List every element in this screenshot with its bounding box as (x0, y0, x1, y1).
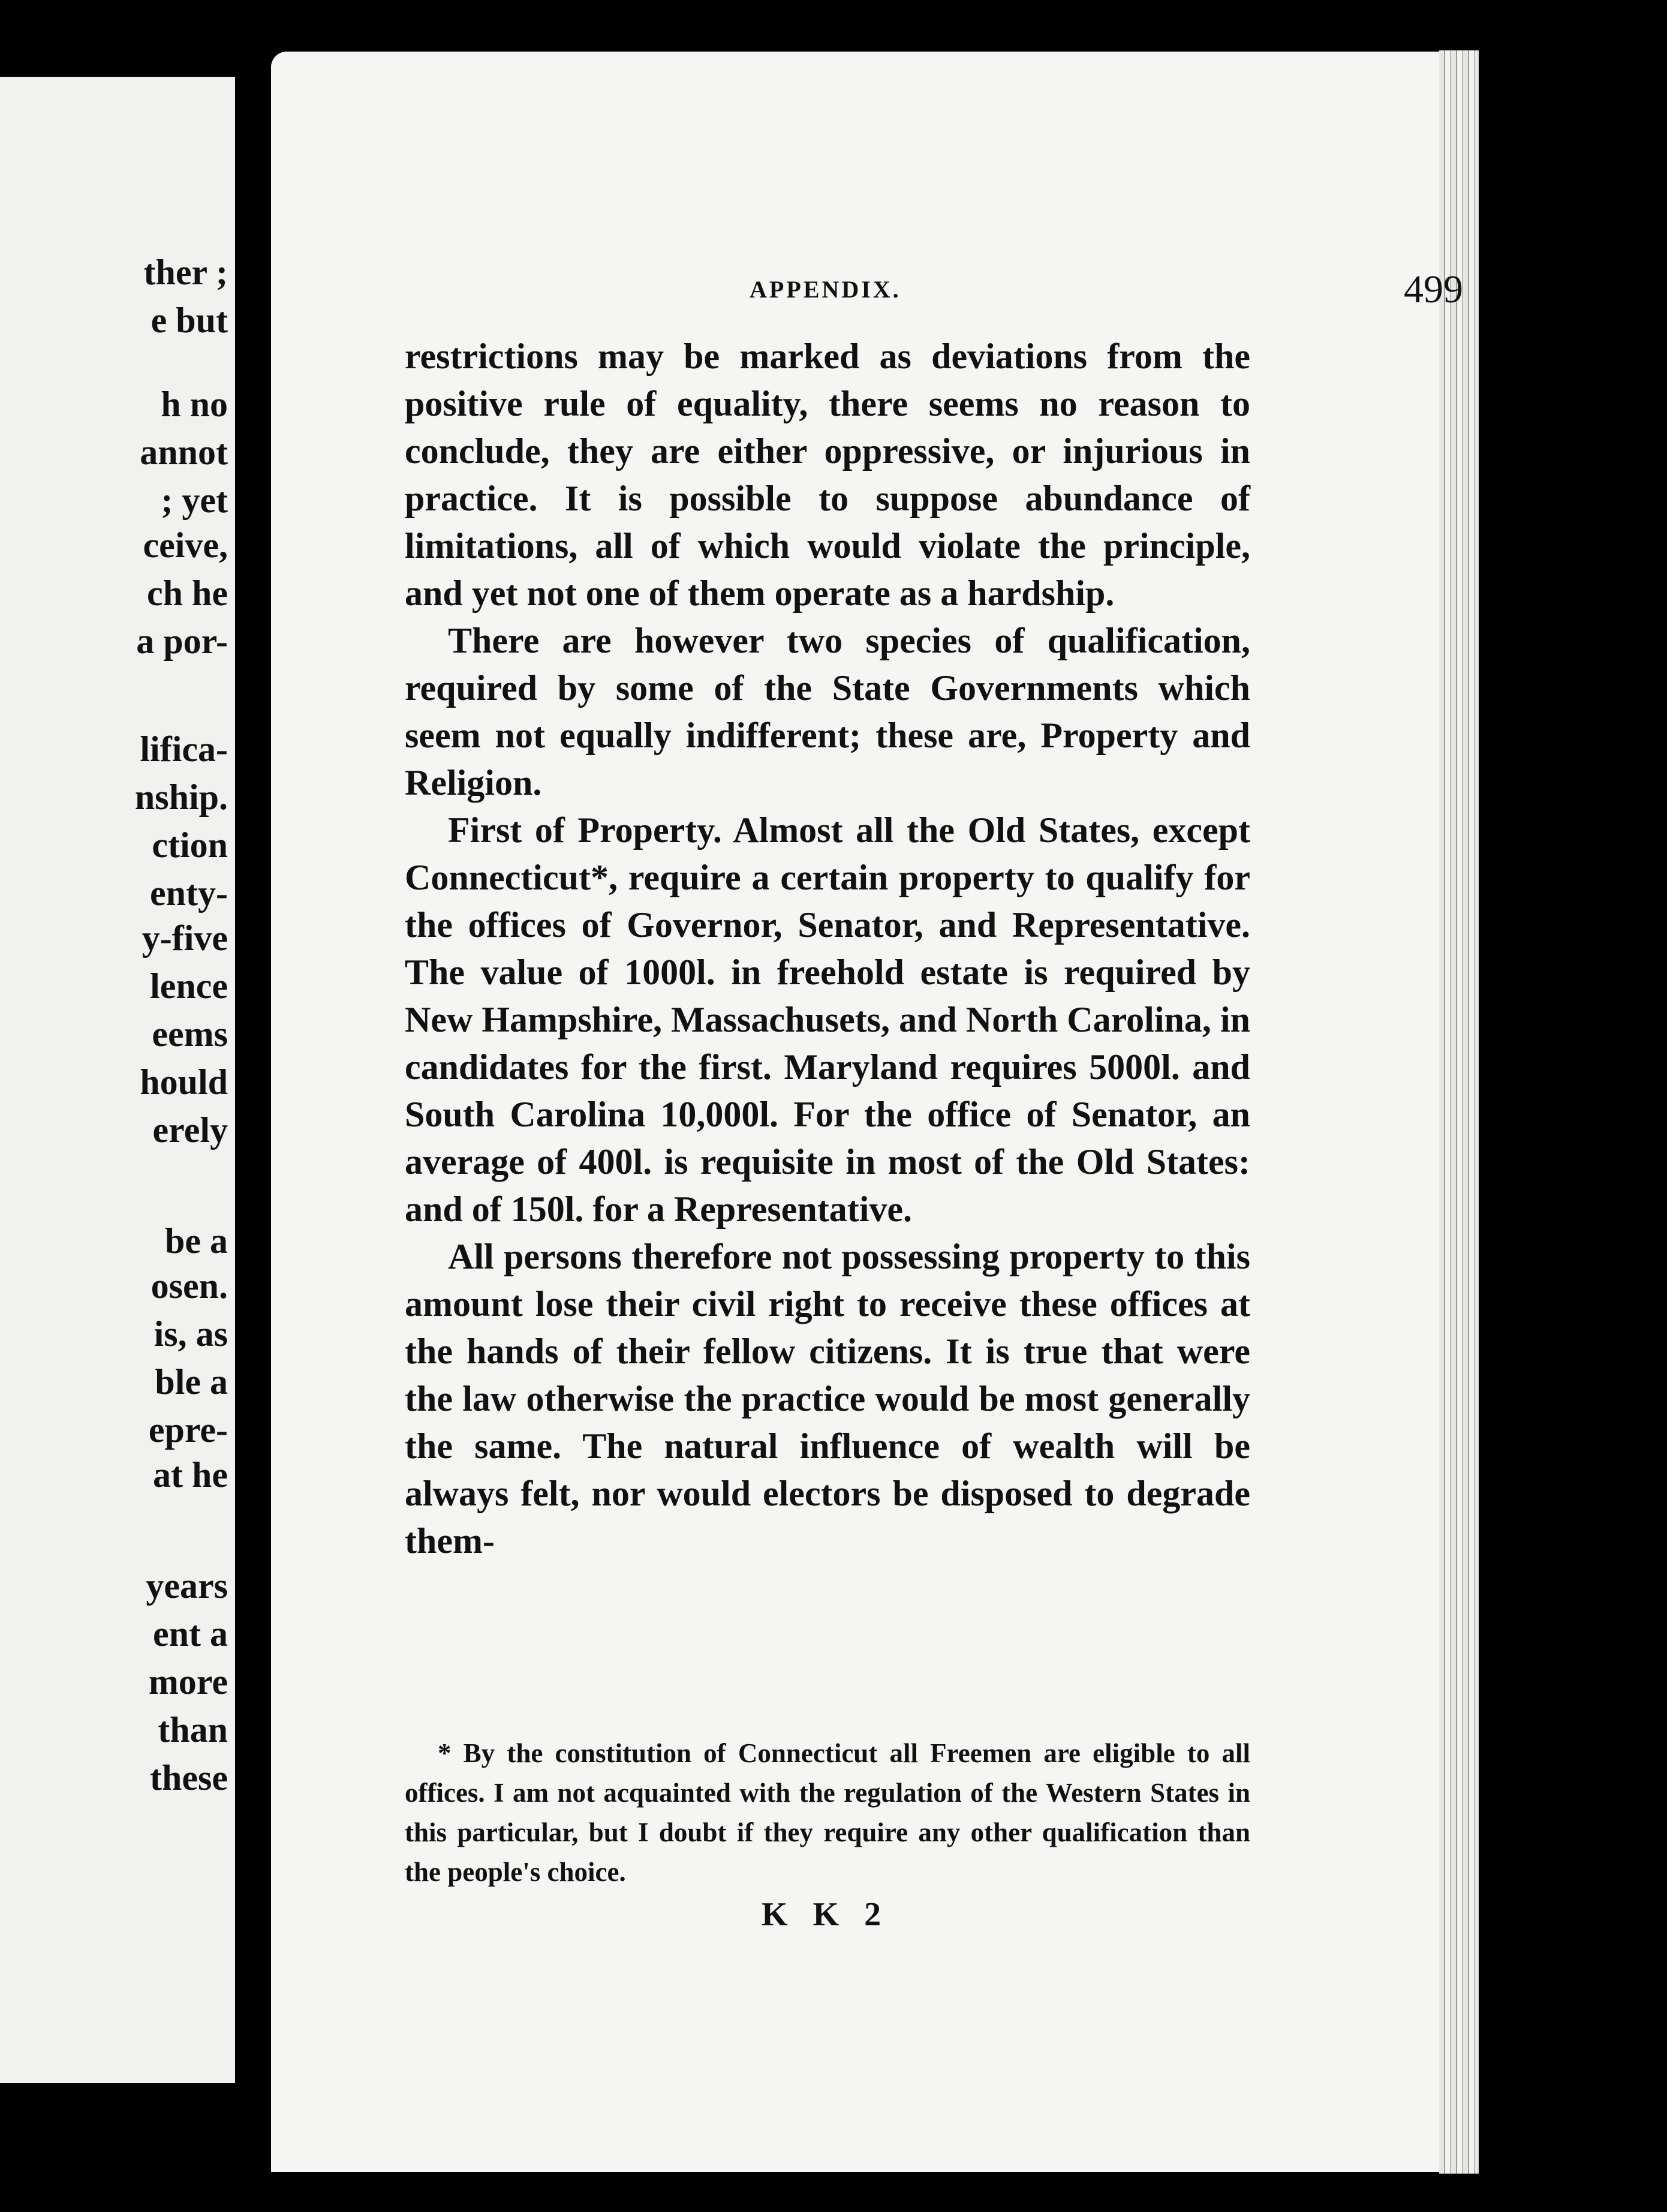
left-page-fragment: enty- (150, 873, 228, 913)
left-page-fragment: at he (153, 1455, 228, 1495)
left-page-fragment: h no (161, 384, 228, 424)
running-head (408, 267, 1463, 321)
paragraph: All persons therefore not possessing property to this amount lose their civil right to receive these offices at the hands of their fellow citizens. It is true that were the law otherwise the practice would be most generally the same. The natural influence of wealth will be always felt, nor would electors be disposed to degrade them- (405, 1237, 1250, 1561)
left-page-fragment: ; yet (161, 480, 228, 520)
left-page-fragment: y-five (142, 918, 228, 958)
signature-mark: K K 2 (762, 1896, 890, 1933)
left-page-fragment: nship. (134, 777, 228, 817)
left-page-fragment: erely (152, 1110, 228, 1150)
left-page-fragment: lence (150, 966, 228, 1006)
running-head-title: APPENDIX. (750, 276, 901, 303)
left-page-fragment: hould (140, 1062, 228, 1102)
left-page-fragment: ceive, (143, 525, 228, 565)
left-page-fragment: more (148, 1662, 228, 1702)
left-page-fragment: eems (152, 1014, 228, 1054)
left-page-fragment: annot (140, 432, 228, 472)
left-page-fragment: than (158, 1710, 228, 1750)
left-page-fragment: epre- (148, 1410, 228, 1450)
left-page-fragment: years (146, 1566, 228, 1606)
page-number: 499 (1404, 268, 1463, 311)
left-page-fragment: ent a (153, 1614, 228, 1654)
left-page-fragment: ther ; (143, 253, 228, 292)
left-page-fragment: osen. (151, 1266, 228, 1306)
left-page-fragment: ch he (147, 573, 228, 613)
paragraph: First of Property. Almost all the Old States, except Connecticut*, require a certain property to qualify for the offices of Governor, Senator, and Representative. The value of 1000l. in freehold estate is required by New Hampshire, Massachusets, and North Carolina, in candidates for the first. Maryland requires 5000l. and South Carolina 10,000l. For the office of Senator, an average of 400l. is requisite in most of the Old States: and of 150l. for a Representative. (405, 810, 1250, 1229)
page-edges (1439, 50, 1479, 2174)
body-text (405, 333, 1250, 1565)
footnote: * By the constitution of Connecticut all Freemen are eligible to all offices. I am not acquainted with the regulation of the Western States in this particular, but I doubt if they require any other qualification than the people's choice. (405, 1738, 1250, 1887)
left-page-fragment: ction (152, 825, 228, 865)
paragraph: restrictions may be marked as deviations from the positive rule of equality, there seems no reason to conclude, they are either oppressive, or injurious in practice. It is possible to suppose abundance of limitations, all of which would violate the principle, and yet not one of them operate as a hardship. (405, 336, 1250, 613)
left-facing-page (0, 77, 235, 2083)
left-page-fragment: a por- (136, 621, 228, 661)
left-page-fragment: ble a (155, 1362, 228, 1402)
left-page-fragment: lifica- (140, 729, 228, 769)
paragraph: There are however two species of qualification, required by some of the State Governments which seem not equally indifferent; these are, Property and Religion. (405, 621, 1250, 803)
left-page-fragment: e but (151, 300, 228, 340)
left-page-fragment: be a (165, 1221, 228, 1261)
left-page-fragment: is, as (154, 1314, 228, 1354)
left-page-fragment: these (150, 1758, 228, 1798)
